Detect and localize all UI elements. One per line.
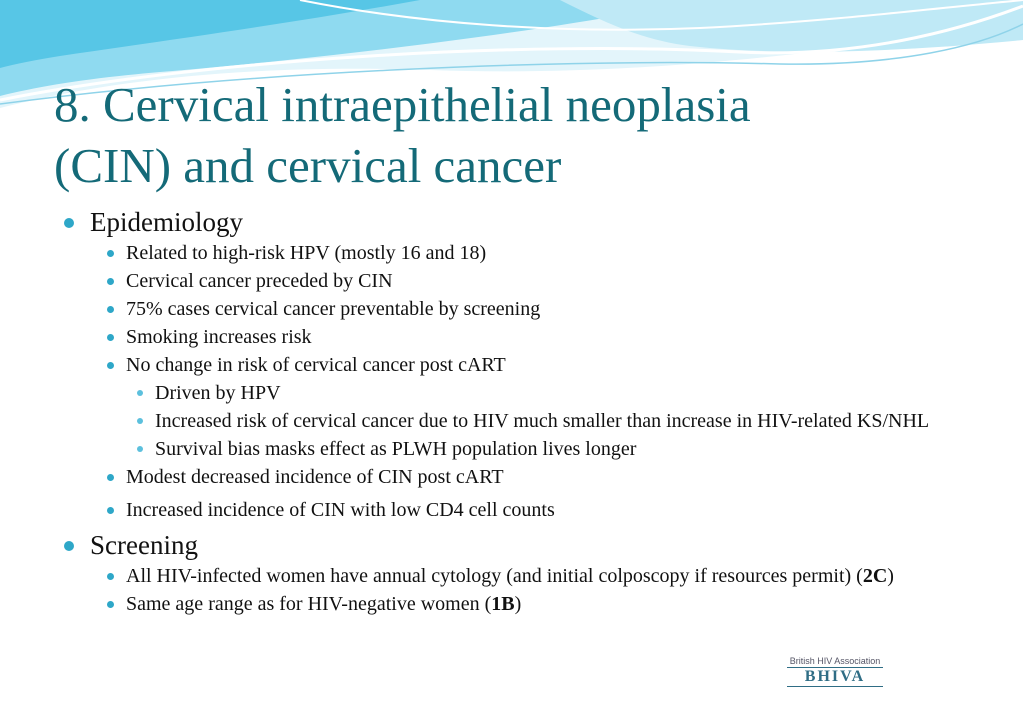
evidence-grade: 2C [862,565,888,587]
bullet-icon [107,250,114,257]
list-item [62,466,972,488]
list-item-text: No change in risk of cervical cancer post cART [126,354,506,376]
list-item-text: Cervical cancer preceded by CIN [126,270,393,292]
bhiva-logo [783,656,887,692]
bullet-icon [107,573,114,580]
list-item-text: Increased incidence of CIN with low CD4 cell counts [126,499,555,521]
bullet-icon [64,218,74,228]
bullet-icon [107,362,114,369]
bullet-icon [107,334,114,341]
list-item-text: Smoking increases risk [126,326,312,348]
sub-list-item-text: Increased risk of cervical cancer due to HIV much smaller than increase in HIV-related KS/NHL [155,410,930,432]
logo-divider [787,686,883,687]
sub-list-item [62,410,972,432]
sub-list-item [62,438,972,460]
bullet-icon [107,507,114,514]
logo-organisation-name: British HIV Association [789,656,881,666]
list-item-suffix: ) [887,565,894,587]
slide-title [54,74,994,196]
bullet-list [62,206,972,615]
list-item-text: 75% cases cervical cancer preventable by screening [126,298,541,320]
list-item-suffix: ) [514,593,522,615]
bullet-icon [137,390,143,396]
slide-title-line-2: (CIN) and cervical cancer [54,138,562,193]
list-item [62,565,972,587]
slide-title-line-1: 8. Cervical intraepithelial neoplasia [54,77,751,132]
sub-list-item [62,382,972,404]
list-item-text: Same age range as for HIV-negative women ( [126,593,492,615]
bullet-icon [137,446,143,452]
list-item [62,270,972,292]
list-item [62,593,972,615]
list-item-text: Related to high-risk HPV (mostly 16 and 18) [126,242,487,264]
list-item-text: All HIV-infected women have annual cytology (and initial colposcopy if resources permit) ( [126,565,863,587]
bullet-icon [107,474,114,481]
slide-body [62,206,972,615]
section-epidemiology [62,206,972,238]
bullet-icon [137,418,143,424]
list-item-text: Modest decreased incidence of CIN post cART [126,466,504,488]
section-screening [62,529,972,561]
logo-acronym: BHIVA [804,668,866,685]
bullet-icon [107,601,114,608]
bullet-icon [107,278,114,285]
bullet-icon [64,541,74,551]
evidence-grade: 1B [491,593,515,615]
list-item [62,326,972,348]
section-heading: Screening [90,530,198,560]
list-item [62,298,972,320]
sub-list-item-text: Survival bias masks effect as PLWH population lives longer [155,438,637,460]
bullet-icon [107,306,114,313]
list-item [62,242,972,264]
list-item [62,499,972,521]
sub-list-item-text: Driven by HPV [155,382,281,404]
list-item [62,354,972,376]
section-heading: Epidemiology [90,207,243,237]
